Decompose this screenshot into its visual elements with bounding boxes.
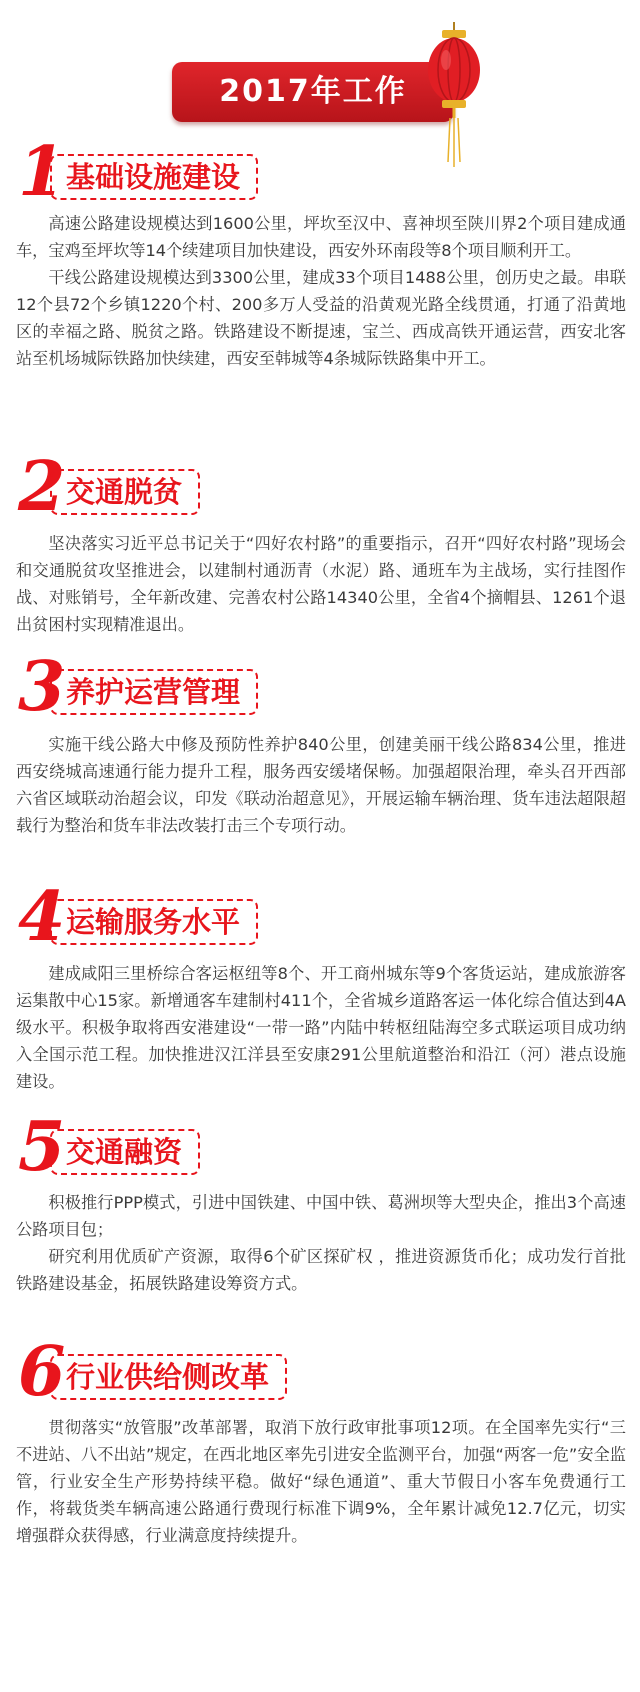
section-header xyxy=(12,647,640,727)
section-header xyxy=(12,132,640,212)
section-header xyxy=(12,447,640,527)
section-body xyxy=(16,960,626,1095)
section-number: 1 xyxy=(18,132,66,212)
section-header xyxy=(12,1107,640,1187)
paragraph: 建成咸阳三里桥综合客运枢纽等8个、开工商州城东等9个客货运站，建成旅游客运集散中心15家。新增通客车建制村411个，全省城乡道路客运一体化综合值达到4A级水平。积极争取将西安港建设“一带一路”内陆中转枢纽陆海空多式联运项目成功纳入全国示范工程。加快推进汉江洋县至安康291公里航道整治和沿江（河）港点设施建设。 xyxy=(16,964,626,1091)
section-body xyxy=(16,1414,626,1549)
section-title: 行业供给侧改革 xyxy=(50,1354,287,1400)
section-body xyxy=(16,530,626,638)
section-number: 4 xyxy=(18,877,66,957)
section-header xyxy=(12,877,640,957)
section-body xyxy=(16,210,626,372)
section-number: 5 xyxy=(18,1107,66,1187)
page-title: 2017年工作 xyxy=(219,74,407,109)
section-number: 2 xyxy=(18,447,66,527)
section-title: 基础设施建设 xyxy=(50,154,258,200)
paragraph: 贯彻落实“放管服”改革部署，取消下放行政审批事项12项。在全国率先实行“三不进站、八不出站”规定，在西北地区率先引进安全监测平台，加强“两客一危”安全监管，行业安全生产形势持续平稳。做好“绿色通道”、重大节假日小客车免费通行工作，将载货类车辆高速公路通行费现行标准下调9%，全年累计减免12.7亿元，切实增强群众获得感，行业满意度持续提升。 xyxy=(16,1418,626,1545)
paragraph: 研究利用优质矿产资源，取得6个矿区探矿权 ，推进资源货币化；成功发行首批铁路建设基金，拓展铁路建设筹资方式。 xyxy=(16,1247,626,1293)
paragraph: 坚决落实习近平总书记关于“四好农村路”的重要指示，召开“四好农村路”现场会和交通脱贫攻坚推进会，以建制村通沥青（水泥）路、通班车为主战场，实行挂图作战、对账销号，全年新改建、完善农村公路14340公里，全省4个摘帽县、1261个退出贫困村实现精准退出。 xyxy=(16,534,626,634)
section-body xyxy=(16,731,626,839)
paragraph: 实施干线公路大中修及预防性养护840公里，创建美丽干线公路834公里，推进西安绕城高速通行能力提升工程，服务西安缓堵保畅。加强超限治理，牵头召开西部六省区域联动治超会议，印发《联动治超意见》，开展运输车辆治理、货车违法超限超载行为整治和货车非法改装打击三个专项行动。 xyxy=(16,735,626,835)
section-number: 6 xyxy=(18,1332,66,1412)
paragraph: 高速公路建设规模达到1600公里，坪坎至汉中、喜神坝至陕川界2个项目建成通车，宝鸡至坪坎等14个续建项目加快建设，西安外环南段等8个项目顺利开工。 xyxy=(16,214,626,260)
section-body xyxy=(16,1189,626,1297)
section-title: 养护运营管理 xyxy=(50,669,258,715)
section-header xyxy=(12,1332,640,1412)
page-title-banner xyxy=(172,62,454,122)
paragraph: 干线公路建设规模达到3300公里，建成33个项目1488公里，创历史之最。串联12个县72个乡镇1220个村、200多万人受益的沿黄观光路全线贯通，打通了沿黄地区的幸福之路、脱贫之路。铁路建设不断提速，宝兰、西成高铁开通运营，西安北客站至机场城际铁路加快续建，西安至韩城等4条城际铁路集中开工。 xyxy=(16,268,626,368)
section-title: 交通脱贫 xyxy=(50,469,200,515)
section-title: 交通融资 xyxy=(50,1129,200,1175)
paragraph: 积极推行PPP模式，引进中国铁建、中国中铁、葛洲坝等大型央企，推出3个高速公路项目包； xyxy=(16,1193,626,1239)
section-number: 3 xyxy=(18,647,66,727)
section-title: 运输服务水平 xyxy=(50,899,258,945)
